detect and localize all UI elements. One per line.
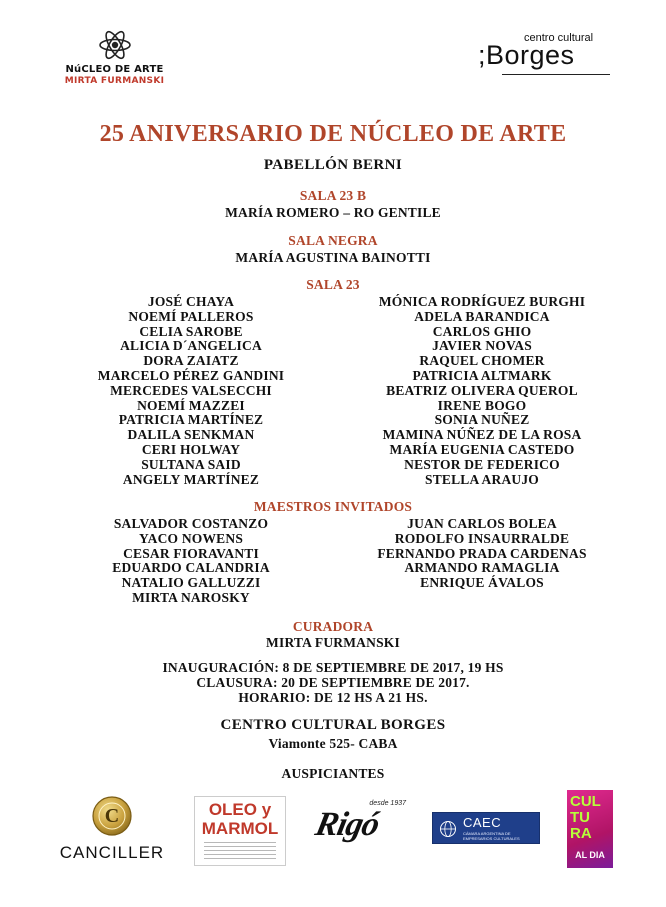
caec-logo	[432, 812, 540, 844]
list-item: DORA ZAIATZ	[143, 353, 239, 369]
list-item: CESAR FIORAVANTI	[123, 545, 259, 561]
page-title: 25 ANIVERSARIO DE NÚCLEO DE ARTE	[99, 121, 567, 147]
cultura-line1: CUL	[570, 793, 601, 810]
list-item: NATALIO GALLUZZI	[121, 575, 261, 591]
sala-23b-heading: SALA 23 B	[299, 188, 367, 203]
curadora-heading: CURADORA	[292, 619, 374, 634]
cultura-al-dia-logo	[567, 790, 613, 868]
list-item: ALICIA D´ANGELICA	[120, 338, 262, 354]
rigo-name: Rigó	[312, 806, 383, 843]
list-item: MERCEDES VALSECCHI	[110, 382, 272, 398]
sala-23-left-column	[66, 295, 316, 487]
venue-name: CENTRO CULTURAL BORGES	[220, 717, 446, 733]
list-item: IRENE BOGO	[437, 397, 527, 413]
list-item: NOEMÍ MAZZEI	[137, 397, 245, 413]
borges-logo-small-text: centro cultural	[524, 32, 594, 44]
list-item: MAMINA NÚÑEZ DE LA ROSA	[382, 427, 582, 443]
rigo-logo	[312, 800, 408, 850]
sala-23-heading: SALA 23	[306, 277, 360, 292]
curadora-name: MIRTA FURMANSKI	[266, 635, 400, 650]
list-item: JAVIER NOVAS	[432, 338, 532, 354]
sala-negra-heading: SALA NEGRA	[288, 233, 378, 248]
list-item: RODOLFO INSAURRALDE	[394, 530, 570, 546]
inauguracion-date: INAUGURACIÓN: 8 DE SEPTIEMBRE DE 2017, 19 HS	[162, 660, 504, 675]
list-item: JUAN CARLOS BOLEA	[407, 516, 557, 531]
canciller-logo	[50, 795, 174, 865]
nucleo-logo-name: NúCLEO DE ARTE	[65, 64, 164, 75]
list-item: MIRTA NAROSKY	[132, 589, 250, 605]
atom-icon	[97, 28, 133, 62]
canciller-emblem-letter: C	[104, 805, 120, 827]
list-item: EDUARDO CALANDRIA	[112, 560, 270, 576]
list-item: BEATRIZ OLIVERA QUEROL	[386, 382, 578, 398]
list-item: NESTOR DE FEDERICO	[404, 456, 560, 472]
cultura-line3: RA	[570, 825, 592, 842]
nucleo-logo-person: MIRTA FURMANSKI	[64, 76, 165, 86]
caec-name: CAEC	[463, 815, 502, 830]
list-item: FERNANDO PRADA CARDENAS	[377, 545, 587, 561]
maestros-right-column	[346, 517, 618, 591]
list-item: DALILA SENKMAN	[127, 427, 255, 443]
sala-negra-names: MARÍA AGUSTINA BAINOTTI	[235, 250, 431, 265]
oleo-logo-line1: OLEO y	[208, 800, 272, 819]
list-item: CELIA SAROBE	[139, 323, 243, 339]
list-item: SULTANA SAID	[141, 456, 241, 472]
clausura-date: CLAUSURA: 20 DE SEPTIEMBRE DE 2017.	[196, 675, 470, 690]
borges-logo-big-text: ;Borges	[478, 40, 575, 70]
list-item: ADELA BARANDICA	[414, 308, 550, 324]
list-item: SONIA NUÑEZ	[434, 412, 530, 428]
maestros-heading: MAESTROS INVITADOS	[253, 499, 413, 514]
list-item: ENRIQUE ÁVALOS	[420, 575, 544, 591]
list-item: PATRICIA ALTMARK	[412, 367, 552, 383]
nucleo-de-arte-logo	[52, 28, 177, 90]
maestros-left-column	[66, 517, 316, 606]
list-item: PATRICIA MARTÍNEZ	[118, 412, 264, 428]
subtitle: PABELLÓN BERNI	[263, 157, 403, 173]
borges-logo-underline	[502, 74, 610, 75]
auspiciantes-heading: AUSPICIANTES	[281, 766, 385, 781]
cultura-tag: AL DIA	[575, 850, 605, 860]
centro-cultural-borges-logo	[478, 32, 618, 76]
oleo-logo-fineprint	[204, 842, 276, 860]
list-item: YACO NOWENS	[138, 530, 244, 546]
list-item: ARMANDO RAMAGLIA	[404, 560, 560, 576]
globe-icon	[439, 820, 457, 838]
rigo-since: desde 1937	[369, 800, 406, 807]
oleo-y-marmol-logo	[194, 796, 286, 866]
list-item: SALVADOR COSTANZO	[113, 516, 269, 531]
list-item: CERI HOLWAY	[141, 441, 241, 457]
list-item: NOEMÍ PALLEROS	[128, 308, 254, 324]
list-item: MARÍA EUGENIA CASTEDO	[389, 441, 575, 457]
list-item: MÓNICA RODRÍGUEZ BURGHI	[378, 294, 586, 309]
list-item: JOSÉ CHAYA	[147, 294, 235, 309]
oleo-logo-line2: MARMOL	[201, 819, 279, 838]
caec-subtitle: CÁMARA ARGENTINA DE EMPRESARIOS CULTURALES	[463, 831, 520, 841]
sala-23b-names: MARÍA ROMERO – RO GENTILE	[225, 205, 441, 220]
venue-address: Viamonte 525- CABA	[268, 736, 398, 751]
list-item: STELLA ARAUJO	[424, 471, 539, 487]
horario: HORARIO: DE 12 HS A 21 HS.	[238, 690, 428, 705]
cultura-line2: TU	[570, 809, 590, 826]
list-item: RAQUEL CHOMER	[419, 353, 545, 369]
canciller-name: CANCILLER	[59, 843, 165, 862]
list-item: MARCELO PÉREZ GANDINI	[97, 367, 285, 383]
sala-23-right-column	[346, 295, 618, 487]
list-item: ANGELY MARTÍNEZ	[122, 471, 260, 487]
list-item: CARLOS GHIO	[432, 323, 532, 339]
